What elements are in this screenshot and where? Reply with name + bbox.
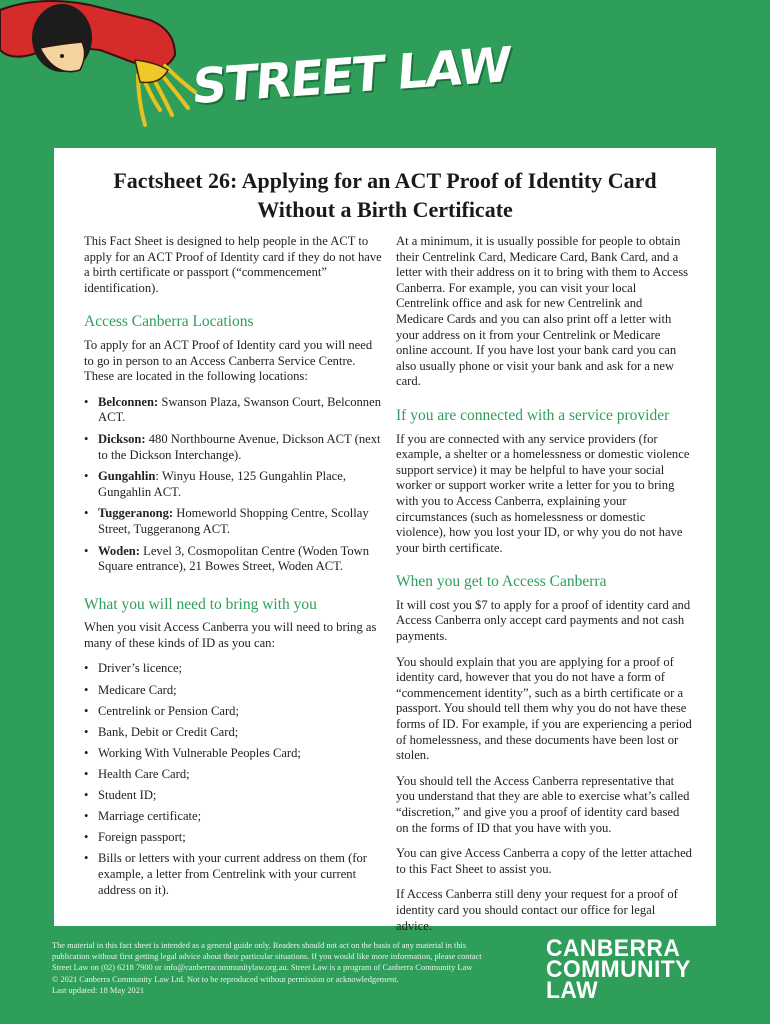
location-item: [84, 544, 384, 575]
location-name: Belconnen:: [98, 394, 159, 409]
location-address: Homeworld Shopping Centre, Scollay Street, Tuggeranong ACT.: [98, 506, 369, 536]
logo-line-2: COMMUNITY: [546, 956, 691, 983]
id-item: • Centrelink or Pension Card;: [84, 704, 384, 720]
footer-disclaimer: [52, 940, 492, 996]
left-column: [84, 234, 384, 910]
id-item: • Health Care Card;: [84, 767, 384, 783]
right-column: [396, 234, 692, 944]
location-name: Tuggeranong:: [98, 506, 174, 521]
title-line-1: Factsheet 26: Applying for an ACT Proof of Identity Card: [113, 168, 657, 193]
arrive-paragraph-3: You should tell the Access Canberra representative that you understand that they are able to exercise what’s called “discretion,” and give you a proof of identity card based on the forms of ID that you have with you.: [396, 773, 690, 835]
id-item: • Bank, Debit or Credit Card;: [84, 725, 384, 741]
location-address: 480 Northbourne Avenue, Dickson ACT (next to the Dickson Interchange).: [98, 431, 381, 462]
location-address: : Winyu House, 125 Gungahlin Place, Gungahlin ACT.: [98, 469, 346, 499]
logo-line-1: CANBERRA: [546, 935, 681, 962]
service-paragraph: If you are connected with any service providers (for example, a shelter or a homelessness or domestic violence support service) it may be helpful to have your social worker or support worker write a letter for you to bring with you to Access Canberra, explaining your circumstances (such as homelessness or domestic violence), how you lost your ID, or why you do not have your birth certificate.: [396, 431, 690, 555]
id-item: • Medicare Card;: [84, 683, 384, 699]
arrive-heading: When you get to Access Canberra: [396, 573, 607, 591]
locations-intro: To apply for an ACT Proof of Identity card you will need to go in person to an Access Canberra Service Centre. These are located in the following locations:: [84, 337, 373, 384]
location-name: Woden:: [98, 543, 140, 558]
arrive-paragraph-5: If Access Canberra still deny your request for a proof of identity card you should contact our office for legal advice.: [396, 887, 678, 933]
bring-intro: When you visit Access Canberra you will need to bring as many of these kinds of ID as you can:: [84, 620, 377, 650]
locations-list: [84, 395, 384, 575]
id-item: • Foreign passport;: [84, 830, 384, 846]
arrive-paragraph-4: You can give Access Canberra a copy of the letter attached to this Fact Sheet to assist you.: [396, 846, 692, 876]
id-item: • Marriage certificate;: [84, 809, 384, 825]
disclaimer-text: The material in this fact sheet is intended as a general guide only. Readers should not act on the basis of any material in this publication without first getting legal advice about their particular situations. If you would like more information, please contact Street Law on (02) 6218 7900 or info@canberracommunitylaw.org.au. Street Law is a program of Canberra Community Law: [52, 941, 482, 973]
location-item: [84, 469, 384, 500]
service-heading: If you are connected with a service provider: [396, 406, 670, 424]
location-name: Dickson:: [98, 431, 146, 446]
minimum-paragraph: At a minimum, it is usually possible for people to obtain their Centrelink Card, Medicare Card, Bank Card, and a letter with their address on it to bring with them to Access Canberra. For example, you can visit your local Centrelink office and ask for new Centrelink and Medicare Cards and you can also print off a letter with your address on it from your Centrelink or Medicare online account. If you have lost your bank card you can also usually phone or visit your bank and ask for a new card.: [396, 234, 689, 389]
page-title: [54, 166, 716, 224]
location-item: [84, 432, 384, 463]
locations-heading: Access Canberra Locations: [84, 313, 254, 331]
id-item: • Driver’s licence;: [84, 661, 384, 677]
intro-paragraph: This Fact Sheet is designed to help people in the ACT to apply for an ACT Proof of Identity card if they do not have a birth certificate or passport (“commencement” identification).: [84, 234, 382, 295]
copyright-text: © 2021 Canberra Community Law Ltd. Not to be reproduced without permission or acknowledgement.: [52, 974, 399, 984]
last-updated-text: Last updated: 18 May 2021: [52, 985, 145, 995]
location-item: [84, 506, 384, 537]
id-item: • Bills or letters with your current address on them (for example, a letter from Centrelink with your current address on it).: [84, 851, 384, 898]
id-item: • Student ID;: [84, 788, 384, 804]
title-line-2: Without a Birth Certificate: [257, 197, 513, 222]
id-item: • Working With Vulnerable Peoples Card;: [84, 746, 384, 762]
arrive-paragraph-2: You should explain that you are applying for a proof of identity card, however that you do not have a form of “commencement identity”, such as a birth certificate or a passport. You should tell them why you do not have these forms of ID. For example, if you are experiencing a period of homelessness, and these documents have been lost or stolen.: [396, 654, 692, 763]
location-item: [84, 395, 384, 426]
header: [0, 0, 770, 145]
location-address: Level 3, Cosmopolitan Centre (Woden Town Square entrance), 21 Bowes Street, Woden ACT.: [98, 543, 370, 574]
id-list: [84, 661, 384, 898]
bring-heading: What you will need to bring with you: [84, 595, 317, 613]
arrive-paragraph-1: It will cost you $7 to apply for a proof of identity card and Access Canberra only accept card payments and not cash payments.: [396, 597, 691, 644]
location-address: Swanson Plaza, Swanson Court, Belconnen ACT.: [98, 394, 381, 425]
canberra-community-law-logo: [546, 935, 698, 1004]
mascot-illustration: [0, 0, 200, 145]
location-name: Gungahlin: [98, 469, 156, 484]
street-law-logo: STREET LAW: [190, 36, 512, 116]
logo-line-3: LAW: [546, 977, 599, 1004]
factsheet-page: [54, 148, 716, 933]
